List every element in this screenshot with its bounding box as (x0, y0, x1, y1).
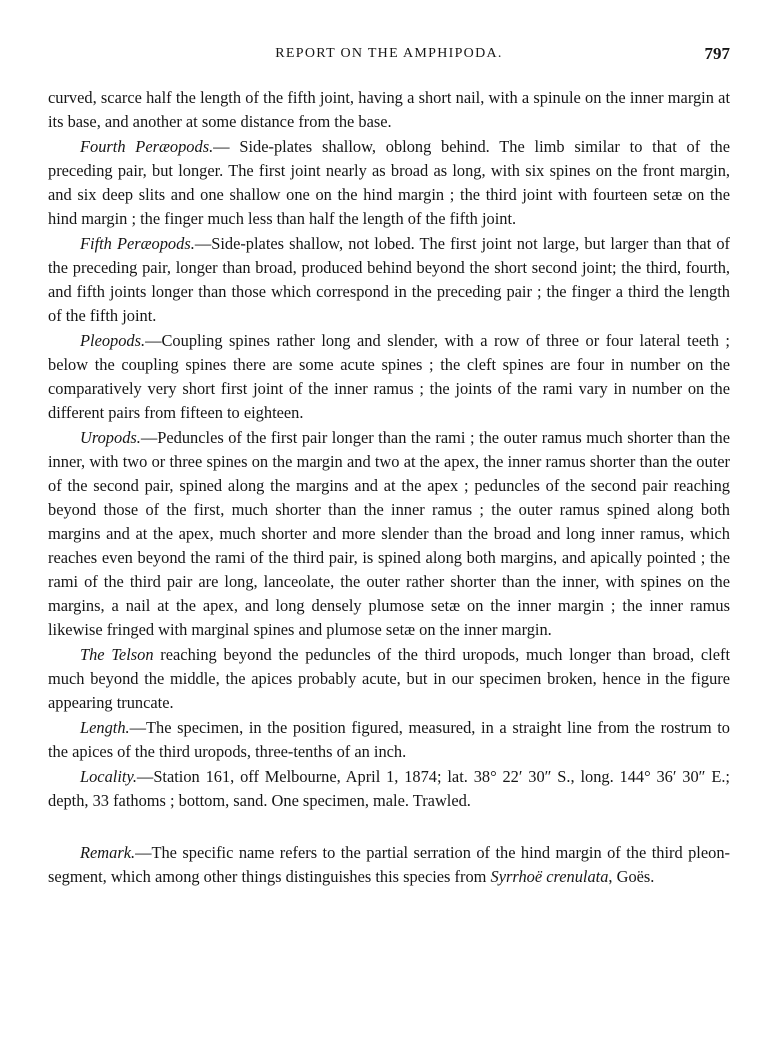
heading-uropods: Uropods. (80, 428, 141, 447)
dash-fifth-peraeopods: — (194, 234, 212, 253)
paragraph-length (48, 716, 730, 764)
dash-length: — (129, 718, 147, 737)
dash-fourth-peraeopods: — (213, 137, 240, 156)
heading-fifth-peraeopods: Fifth Peræopods. (80, 234, 195, 253)
text-remark: The specific name refers to the partial serration of the hind margin of the third pleon-segment, which among other things distinguishes this species from (48, 843, 730, 886)
text-telson: reaching beyond the peduncles of the third uropods, much longer than broad, cleft much beyond the middle, the apices probably acute, but in our specimen broken, hence in the figure appearing truncate. (48, 645, 730, 712)
text-length: The specimen, in the position figured, measured, in a straight line from the rostrum to the apices of the third uropods, three-tenths of an inch. (48, 718, 730, 761)
paragraph-pleopods (48, 329, 730, 425)
heading-length: Length. (80, 718, 130, 737)
dash-locality: — (136, 767, 154, 786)
heading-pleopods: Pleopods. (80, 331, 146, 350)
continuation-paragraph (48, 86, 730, 134)
dash-uropods: — (140, 428, 158, 447)
paragraph-fifth-peraeopods (48, 232, 730, 328)
paragraph-remark (48, 841, 730, 889)
text-fourth-peraeopods: Side-plates shallow, oblong behind. The limb similar to that of the preceding pair, but longer. The first joint nearly as broad as long, with six spines on the front margin, and six deep slits and one shallow one on the hind margin ; the third joint with fourteen setæ on the hind margin ; the finger much less than half the length of the fifth joint. (48, 137, 730, 228)
page-number: 797 (704, 44, 730, 63)
paragraph-telson (48, 643, 730, 715)
paragraph-fourth-peraeopods (48, 135, 730, 231)
paragraph-uropods (48, 426, 730, 642)
dash-remark: — (135, 843, 152, 862)
heading-telson: The Telson (80, 645, 154, 664)
text-fifth-peraeopods: Side-plates shallow, not lobed. The first joint not large, but larger than that of the preceding pair, longer than broad, produced behind beyond the short second joint; the third, fourth, and fifth joints longer than those which correspond in the preceding pair ; the finger a third the length of the fifth joint. (48, 234, 730, 325)
species-author: , Goës. (608, 867, 655, 886)
heading-fourth-peraeopods: Fourth Peræopods. (80, 137, 214, 156)
body-text (48, 86, 730, 889)
text-uropods: Peduncles of the first pair longer than the rami ; the outer ramus much shorter than the inner, with two or three spines on the margin and two at the apex, the inner ramus shorter than the outer of the second pair, spined along the margins and at the apex ; peduncles of the second pair reaching beyond those of the first, much shorter than the inner ramus ; the outer ramus spined along both margins and at the apex, much shorter and more slender than the broad and long inner ramus, which reaches even beyond the rami of the third pair, is spined along both margins, and apically pointed ; the rami of the third pair are long, lanceolate, the outer rather shorter than the inner, with spines on the margins, a nail at the apex, and long densely plumose setæ on the inner margin ; the inner ramus likewise fringed with marginal spines and plumose setæ on the inner margin. (48, 428, 730, 639)
paragraph-locality (48, 765, 730, 813)
running-head: REPORT ON THE AMPHIPODA. (275, 46, 503, 61)
page-header (48, 44, 730, 68)
heading-locality: Locality. (80, 767, 137, 786)
species-name: Syrrhoë crenulata (490, 867, 609, 886)
text-pleopods: Coupling spines rather long and slender, with a row of three or four lateral teeth ; below the coupling spines there are some acute spines ; the cleft spines are four in number on the comparatively very short first joint of the inner ramus ; the joints of the rami vary in number on the different pairs from fifteen to eighteen. (48, 331, 730, 422)
text-locality: Station 161, off Melbourne, April 1, 1874; lat. 38° 22′ 30″ S., long. 144° 36′ 30″ E.; depth, 33 fathoms ; bottom, sand. One specimen, male. Trawled. (48, 767, 730, 810)
heading-remark: Remark. (80, 843, 136, 862)
dash-pleopods: — (145, 331, 162, 350)
continuation-text: curved, scarce half the length of the fifth joint, having a short nail, with a spinule on the inner margin at its base, and another at some distance from the base. (48, 88, 730, 131)
